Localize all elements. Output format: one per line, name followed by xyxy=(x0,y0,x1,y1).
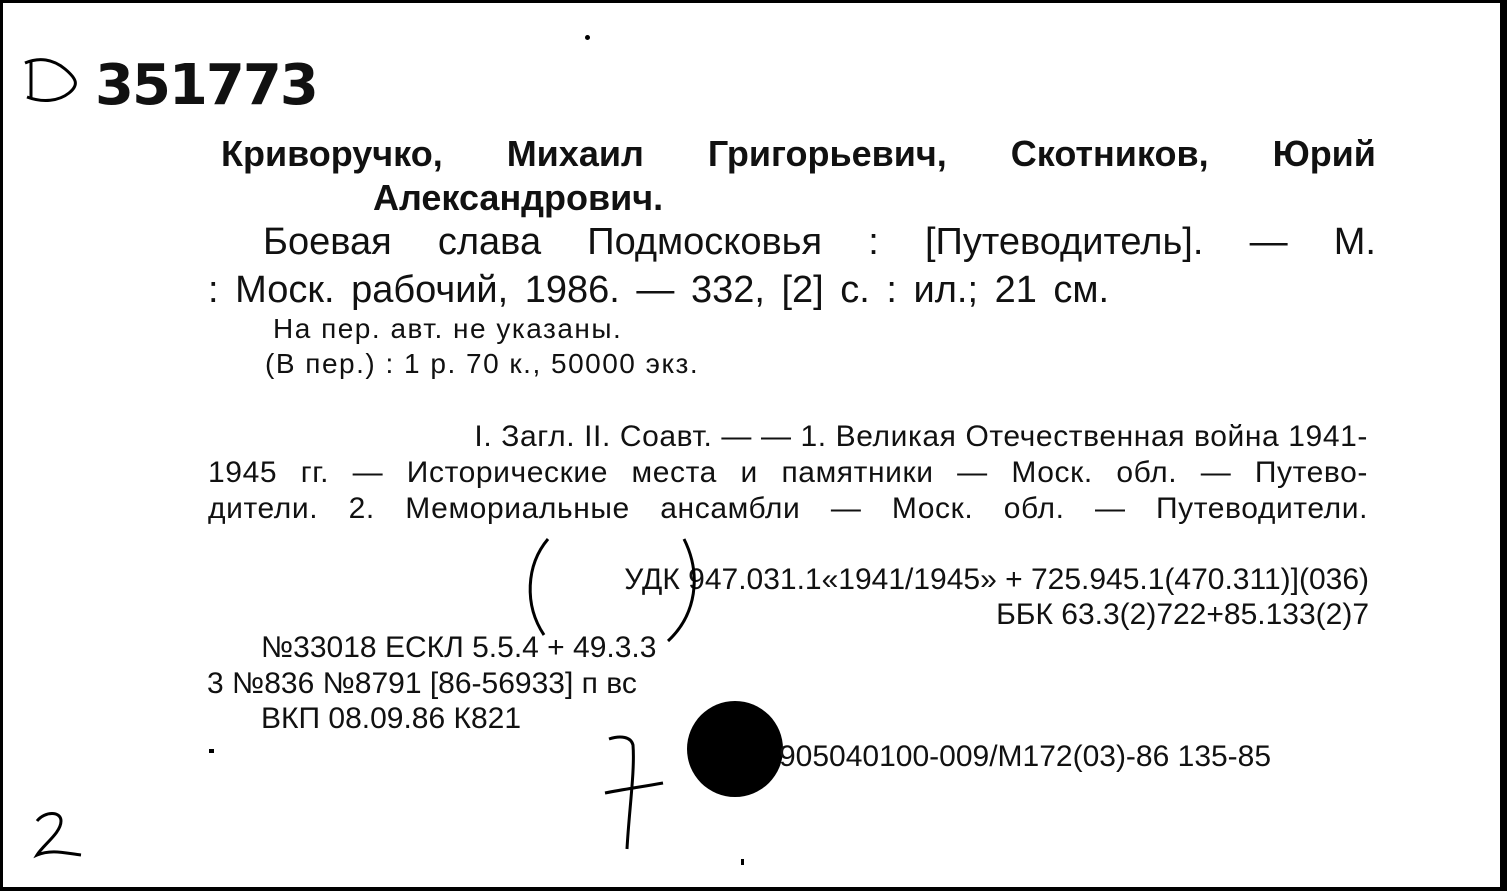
handwritten-digit-7-icon xyxy=(601,731,671,855)
authors-heading-cont: Александрович. xyxy=(373,177,664,218)
author-word: Михаил xyxy=(506,133,644,174)
isbn-line: 905040100-009/М172(03)-86 135-85 xyxy=(779,740,1272,773)
tracing-line-2: 1945 гг. — Исторические места и памятники — Моск. обл. — Путево- xyxy=(208,456,1368,489)
author-word: Скотников, xyxy=(1010,133,1209,174)
note-price: (В пер.) : 1 р. 70 к., 50000 экз. xyxy=(265,348,700,379)
handwritten-bracket-icon xyxy=(508,535,708,645)
note-authors: На пер. авт. не указаны. xyxy=(273,313,623,344)
title-line-1 xyxy=(263,219,1376,265)
title-word: Боевая xyxy=(263,221,392,263)
handwritten-digit-2-icon xyxy=(31,809,91,861)
handwritten-d-icon xyxy=(21,55,91,109)
bbk-index: ББК 63.3(2)722+85.133(2)7 xyxy=(996,598,1369,631)
title-line-2: : Моск. рабочий, 1986. — 332, [2] с. : ил.; 21 см. xyxy=(208,269,1110,311)
title-word: : xyxy=(868,221,879,263)
author-word: Юрий xyxy=(1272,133,1376,174)
punch-hole-icon xyxy=(687,701,783,797)
tracing-line-3: дители. 2. Мемориальные ансамбли — Моск. обл. — Путеводители. xyxy=(208,492,1368,525)
tech-line-1: №33018 ЕСКЛ 5.5.4 + 49.3.3 xyxy=(261,631,657,664)
tracing-line-1: I. Загл. II. Соавт. — — 1. Великая Отечественная война 1941- xyxy=(474,420,1368,453)
authors-heading xyxy=(221,131,1376,177)
udk-index: УДК 947.031.1«1941/1945» + 725.945.1(470.311)](036) xyxy=(624,563,1369,596)
title-word: — xyxy=(1249,221,1288,263)
stray-dot xyxy=(585,35,590,40)
tech-line-2: 3 №836 №8791 [86-56933] п вс xyxy=(207,667,637,700)
call-number: 351773 xyxy=(95,53,317,118)
stray-dot xyxy=(741,859,744,865)
title-word: слава xyxy=(437,221,542,263)
title-word: [Путеводитель]. xyxy=(925,221,1204,263)
title-word: М. xyxy=(1333,221,1376,263)
author-word: Криворучко, xyxy=(221,133,443,174)
title-word: Подмосковья xyxy=(587,221,823,263)
author-word: Григорьевич, xyxy=(707,133,947,174)
tech-line-3: ВКП 08.09.86 К821 xyxy=(261,702,522,735)
stray-dot xyxy=(209,749,214,753)
